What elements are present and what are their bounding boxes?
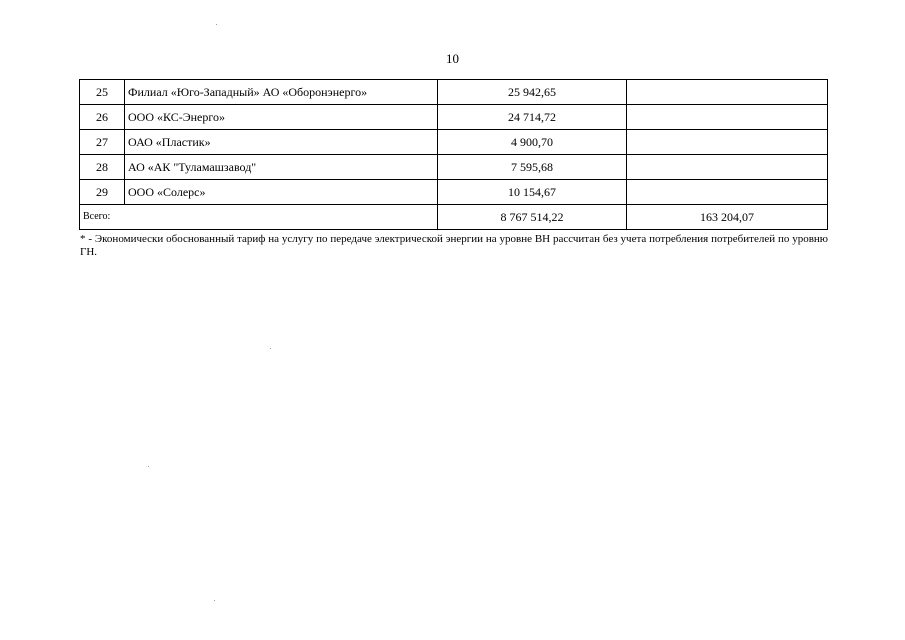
- row-number-cell: 26: [80, 105, 125, 130]
- value-cell: 4 900,70: [438, 130, 627, 155]
- value-cell: 10 154,67: [438, 180, 627, 205]
- table-row: [80, 105, 828, 130]
- footnote: * - Экономически обоснованный тариф на услугу по передаче электрической энергии на уровне ВН рассчитан без учета потребления потребителей по уровню ГН.: [80, 233, 828, 258]
- organization-name-cell: АО «АК "Туламашзавод": [125, 155, 438, 180]
- row-number-cell: 28: [80, 155, 125, 180]
- table-row: [80, 180, 828, 205]
- organization-name-cell: Филиал «Юго-Западный» АО «Оборонэнерго»: [125, 80, 438, 105]
- table-row: [80, 155, 828, 180]
- organization-name-cell: ООО «Солерс»: [125, 180, 438, 205]
- table-row: [80, 130, 828, 155]
- table-row: [80, 80, 828, 105]
- value-cell: 7 595,68: [438, 155, 627, 180]
- scan-speck: [214, 600, 215, 601]
- scan-speck: [148, 466, 149, 467]
- total-label: Всего:: [80, 205, 438, 230]
- value-cell: 25 942,65: [438, 80, 627, 105]
- total-value2-cell: 163 204,07: [627, 205, 828, 230]
- organization-name-cell: ОАО «Пластик»: [125, 130, 438, 155]
- row-number-cell: 25: [80, 80, 125, 105]
- value2-cell: [627, 155, 828, 180]
- tariff-table: [79, 79, 828, 230]
- page-number: 10: [446, 51, 459, 66]
- value2-cell: [627, 130, 828, 155]
- total-row: [80, 205, 828, 230]
- scan-speck: [216, 24, 217, 25]
- row-number-cell: 27: [80, 130, 125, 155]
- organization-name-cell: ООО «КС-Энерго»: [125, 105, 438, 130]
- row-number-cell: 29: [80, 180, 125, 205]
- total-value-cell: 8 767 514,22: [438, 205, 627, 230]
- value2-cell: [627, 105, 828, 130]
- value-cell: 24 714,72: [438, 105, 627, 130]
- value2-cell: [627, 80, 828, 105]
- scan-speck: [270, 348, 271, 349]
- value2-cell: [627, 180, 828, 205]
